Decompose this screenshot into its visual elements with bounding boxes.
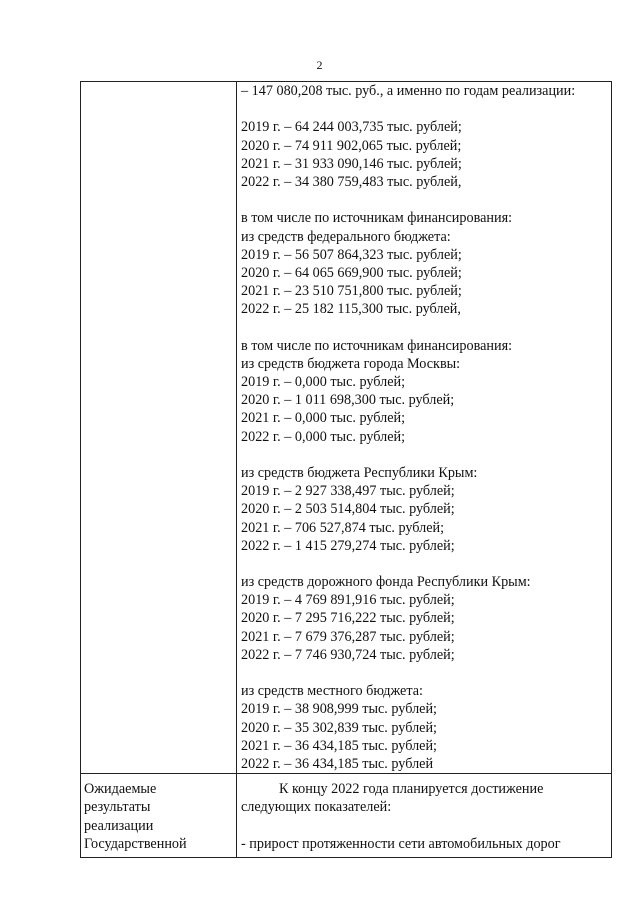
total-financing-line: – 147 080,208 тыс. руб., а именно по годам реализации: — [241, 83, 576, 99]
local-year-2022: 2022 г. – 36 434,185 тыс. рублей — [241, 755, 434, 772]
road-fund-year-2021: 2021 г. – 7 679 376,287 тыс. рублей; — [241, 628, 455, 645]
expected-results-label-cell — [81, 774, 237, 858]
local-year-2019: 2019 г. – 38 908,999 тыс. рублей; — [241, 701, 437, 718]
total-year-2021: 2021 г. – 31 933 090,146 тыс. рублей; — [241, 155, 462, 172]
total-year-2022: 2022 г. – 34 380 759,483 тыс. рублей, — [241, 173, 462, 190]
financing-row — [81, 82, 612, 774]
expected-results-row — [81, 774, 612, 858]
total-year-2020: 2020 г. – 74 911 902,065 тыс. рублей; — [241, 137, 462, 154]
crimea-year-2020: 2020 г. – 2 503 514,804 тыс. рублей; — [241, 501, 455, 518]
crimea-year-2022: 2022 г. – 1 415 279,274 тыс. рублей; — [241, 537, 455, 554]
federal-year-2020: 2020 г. – 64 065 669,900 тыс. рублей; — [241, 264, 462, 281]
road-fund-year-2019: 2019 г. – 4 769 891,916 тыс. рублей; — [241, 592, 455, 609]
road-fund-source: из средств дорожного фонда Республики Крым: — [241, 574, 531, 591]
moscow-year-2019: 2019 г. – 0,000 тыс. рублей; — [241, 374, 406, 390]
federal-year-2022: 2022 г. – 25 182 115,300 тыс. рублей, — [241, 301, 461, 318]
expected-results-content-cell — [237, 774, 612, 858]
results-intro-line: К концу 2022 года планируется достижение — [279, 781, 544, 798]
federal-intro: в том числе по источникам финансирования: — [241, 210, 513, 227]
moscow-source: из средств бюджета города Москвы: — [241, 355, 461, 372]
total-year-2019: 2019 г. – 64 244 003,735 тыс. рублей; — [241, 119, 462, 136]
federal-year-2021: 2021 г. – 23 510 751,800 тыс. рублей; — [241, 283, 462, 300]
crimea-year-2021: 2021 г. – 706 527,874 тыс. рублей; — [241, 519, 445, 536]
moscow-year-2022: 2022 г. – 0,000 тыс. рублей; — [241, 428, 406, 445]
moscow-intro: в том числе по источникам финансирования: — [241, 337, 513, 354]
results-label-line: результаты — [84, 799, 151, 816]
road-fund-year-2020: 2020 г. – 7 295 716,222 тыс. рублей; — [241, 610, 455, 627]
program-passport-table — [80, 81, 612, 858]
federal-year-2019: 2019 г. – 56 507 864,323 тыс. рублей; — [241, 246, 462, 263]
page-number: 2 — [316, 58, 323, 72]
financing-content-cell — [237, 82, 612, 774]
moscow-year-2021: 2021 г. – 0,000 тыс. рублей; — [241, 410, 406, 427]
results-label-line: Ожидаемые — [84, 781, 157, 798]
results-label-line: Государственной — [84, 835, 187, 852]
results-label-line: реализации — [84, 817, 154, 834]
moscow-year-2020: 2020 г. – 1 011 698,300 тыс. рублей; — [241, 392, 455, 409]
crimea-year-2019: 2019 г. – 2 927 338,497 тыс. рублей; — [241, 483, 455, 500]
results-intro-line: следующих показателей: — [241, 799, 392, 816]
results-item: - прирост протяженности сети автомобильных дорог — [241, 835, 561, 852]
financing-label-cell — [81, 82, 237, 774]
local-source: из средств местного бюджета: — [241, 683, 423, 700]
local-year-2021: 2021 г. – 36 434,185 тыс. рублей; — [241, 737, 437, 754]
federal-source: из средств федерального бюджета: — [241, 228, 451, 245]
local-year-2020: 2020 г. – 35 302,839 тыс. рублей; — [241, 719, 437, 736]
road-fund-year-2022: 2022 г. – 7 746 930,724 тыс. рублей; — [241, 646, 455, 663]
crimea-source: из средств бюджета Республики Крым: — [241, 464, 478, 481]
